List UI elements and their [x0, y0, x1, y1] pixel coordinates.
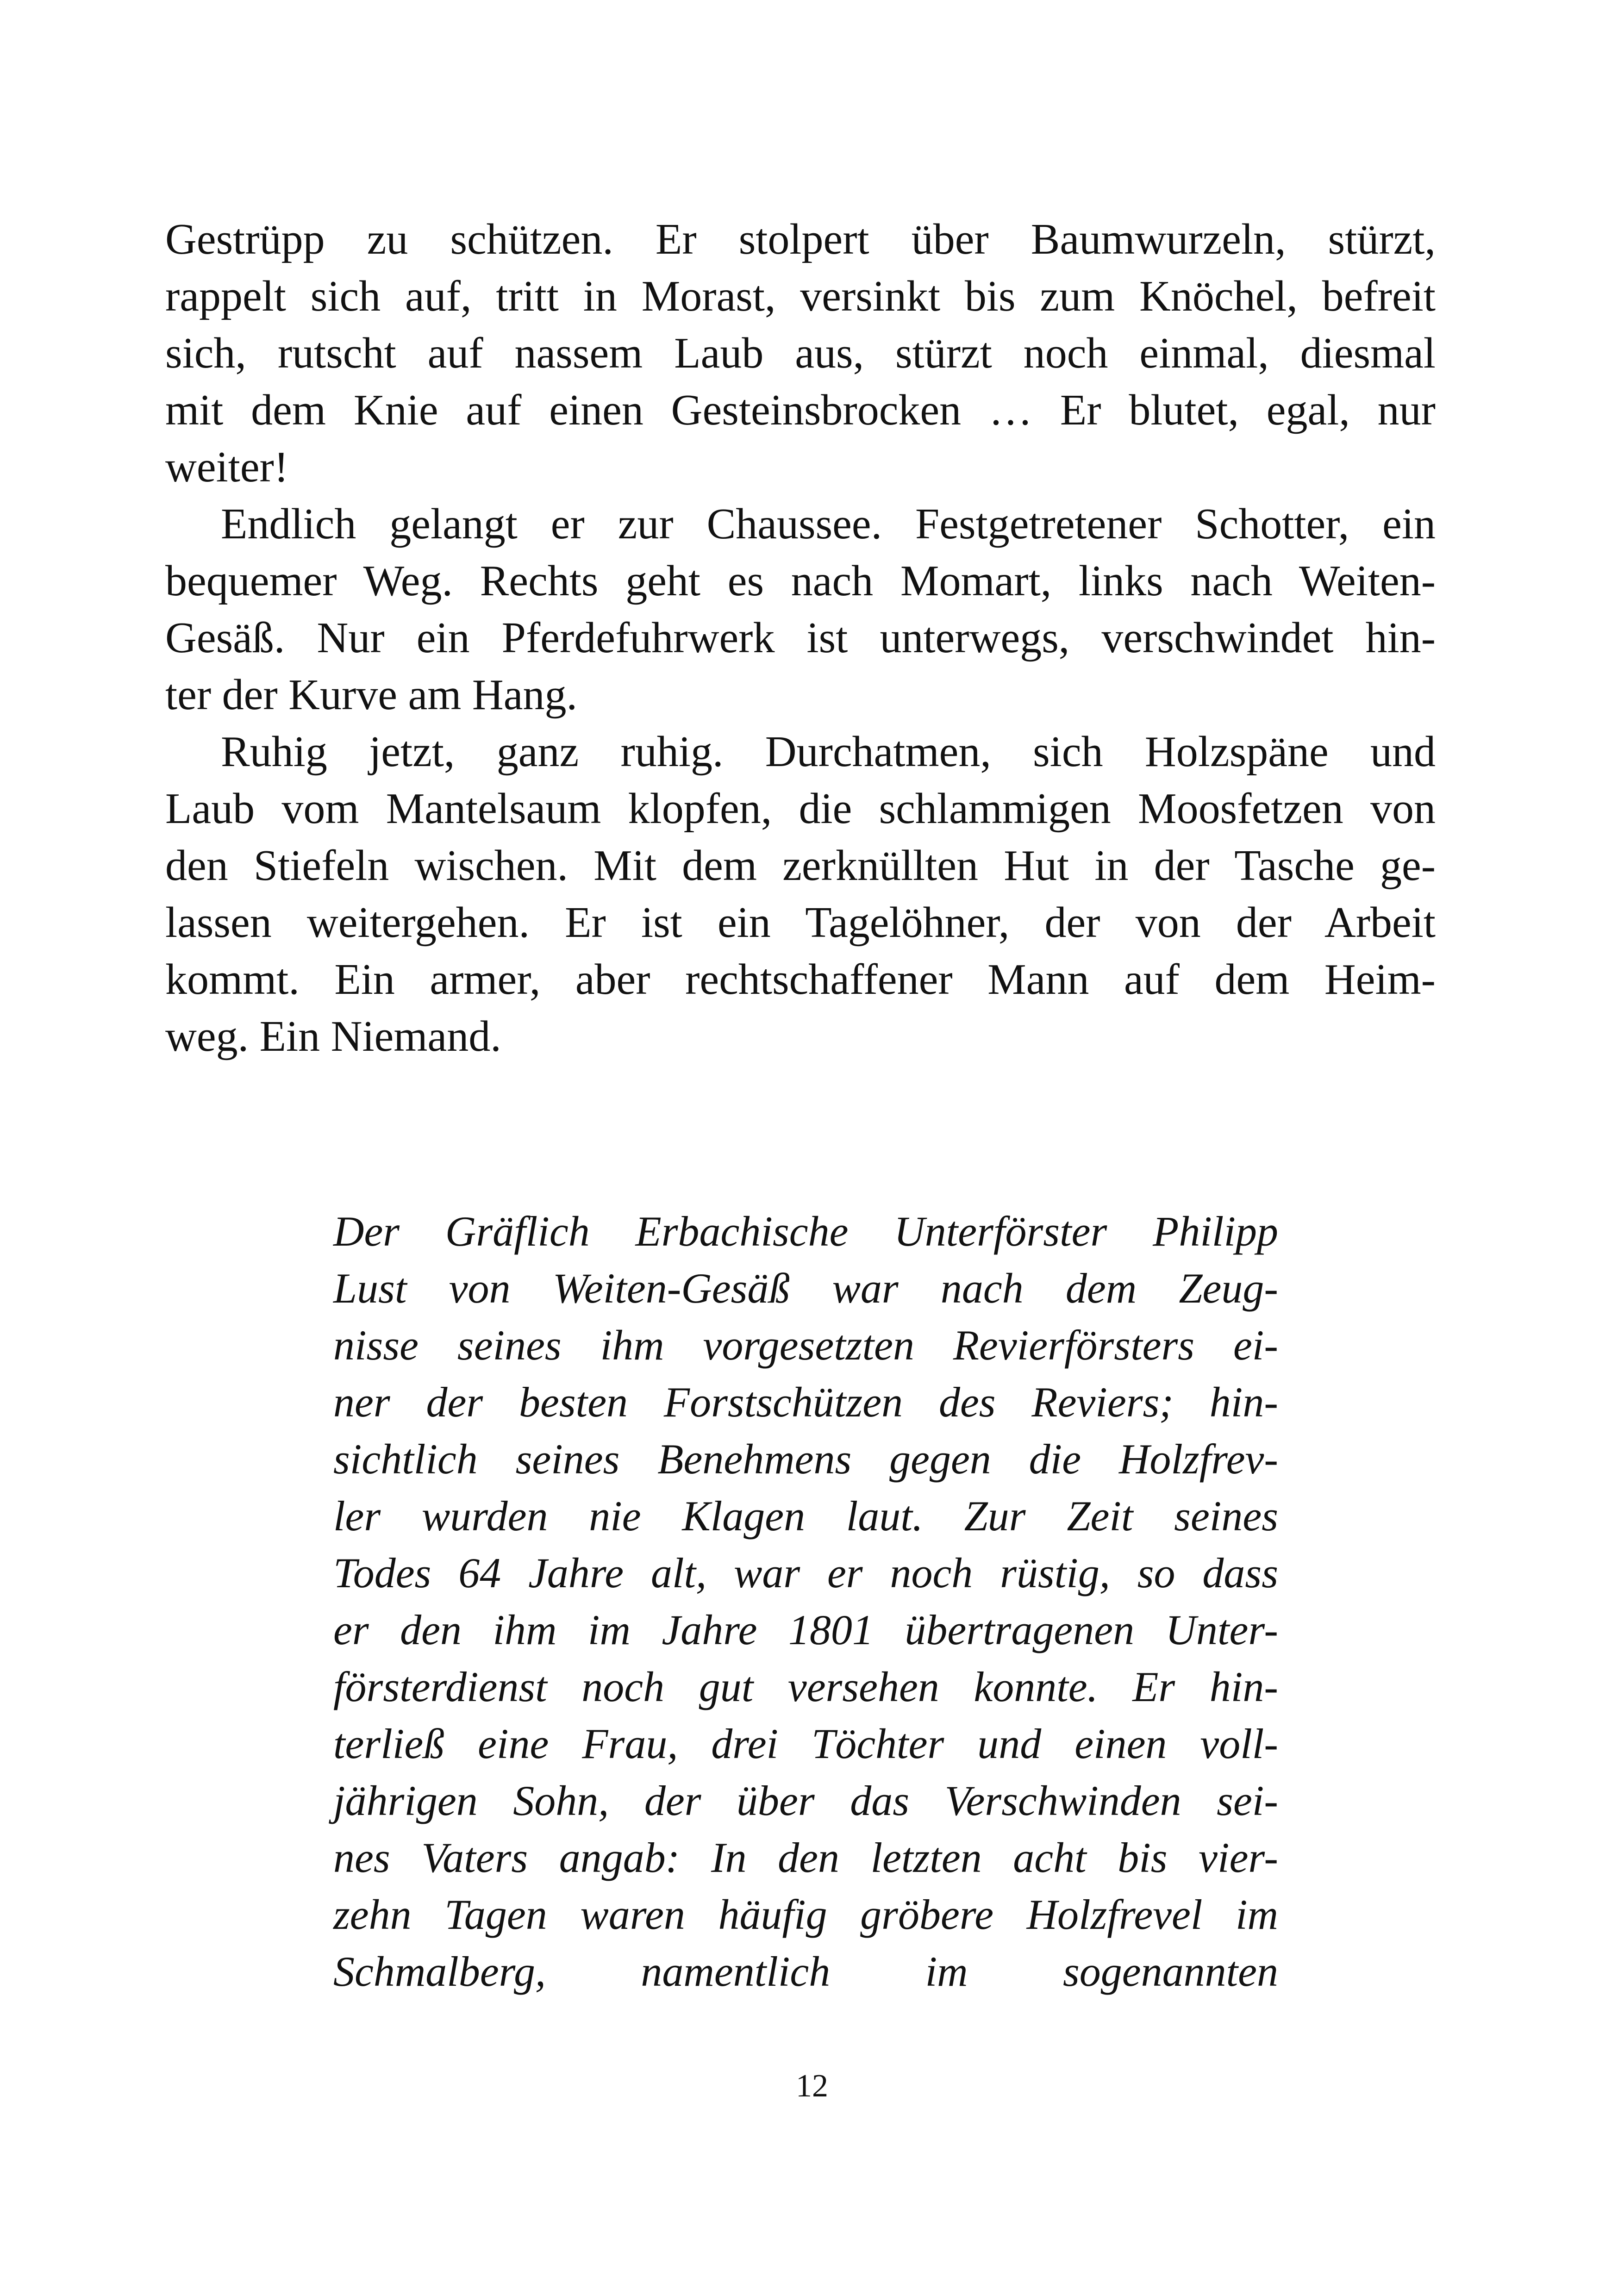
body-line: mit dem Knie auf einen Gesteinsbrocken … Er blutet, egal, nur [165, 386, 1436, 434]
body-line: bequemer Weg. Rechts geht es nach Momart, links nach Weiten- [165, 557, 1436, 605]
body-line: sich, rutscht auf nassem Laub aus, stürzt noch einmal, diesmal [165, 329, 1436, 377]
quote-line: försterdienst noch gut versehen konnte. Er hin- [333, 1663, 1278, 1710]
body-line: Endlich gelangt er zur Chaussee. Festgetretener Schotter, ein [221, 500, 1436, 548]
quote-line: nisse seines ihm vorgesetzten Revierförsters ei- [333, 1322, 1278, 1369]
body-line: den Stiefeln wischen. Mit dem zerknüllten Hut in der Tasche ge- [165, 842, 1436, 890]
body-line: rappelt sich auf, tritt in Morast, versinkt bis zum Knöchel, befreit [165, 272, 1436, 320]
quote-line: nes Vaters angab: In den letzten acht bis vier- [333, 1834, 1278, 1881]
quote-line: er den ihm im Jahre 1801 übertragenen Unter- [333, 1606, 1278, 1653]
quote-line: ler wurden nie Klagen laut. Zur Zeit seines [333, 1492, 1278, 1540]
body-line: Gesäß. Nur ein Pferdefuhrwerk ist unterwegs, verschwindet hin- [165, 614, 1436, 662]
body-line: lassen weitergehen. Er ist ein Tagelöhner, der von der Arbeit [165, 898, 1436, 947]
quote-line: jährigen Sohn, der über das Verschwinden sei- [333, 1777, 1278, 1824]
quote-line: zehn Tagen waren häufig gröbere Holzfrevel im [333, 1891, 1278, 1938]
quote-line: sichtlich seines Benehmens gegen die Holzfrev- [333, 1435, 1278, 1483]
body-line: Ruhig jetzt, ganz ruhig. Durchatmen, sich Holzspäne und [221, 728, 1436, 776]
quote-line: ner der besten Forstschützen des Reviers; hin- [333, 1378, 1278, 1426]
body-line: weiter! [165, 443, 289, 491]
body-line: ter der Kurve am Hang. [165, 671, 578, 719]
body-line: Gestrüpp zu schützen. Er stolpert über Baumwurzeln, stürzt, [165, 215, 1436, 263]
quote-line: Schmalberg, namentlich im sogenannten [333, 1948, 1278, 1995]
body-line: Laub vom Mantelsaum klopfen, die schlammigen Moosfetzen von [165, 785, 1436, 833]
quote-line: Lust von Weiten-Gesäß war nach dem Zeug- [333, 1265, 1278, 1312]
quote-line: Todes 64 Jahre alt, war er noch rüstig, so dass [333, 1549, 1278, 1597]
body-line: weg. Ein Niemand. [165, 1012, 501, 1060]
quote-line: terließ eine Frau, drei Töchter und einen voll- [333, 1720, 1278, 1767]
page-number: 12 [796, 2068, 828, 2104]
body-line: kommt. Ein armer, aber rechtschaffener Mann auf dem Heim- [165, 955, 1436, 1004]
quote-line: Der Gräflich Erbachische Unterförster Philipp [333, 1208, 1278, 1255]
